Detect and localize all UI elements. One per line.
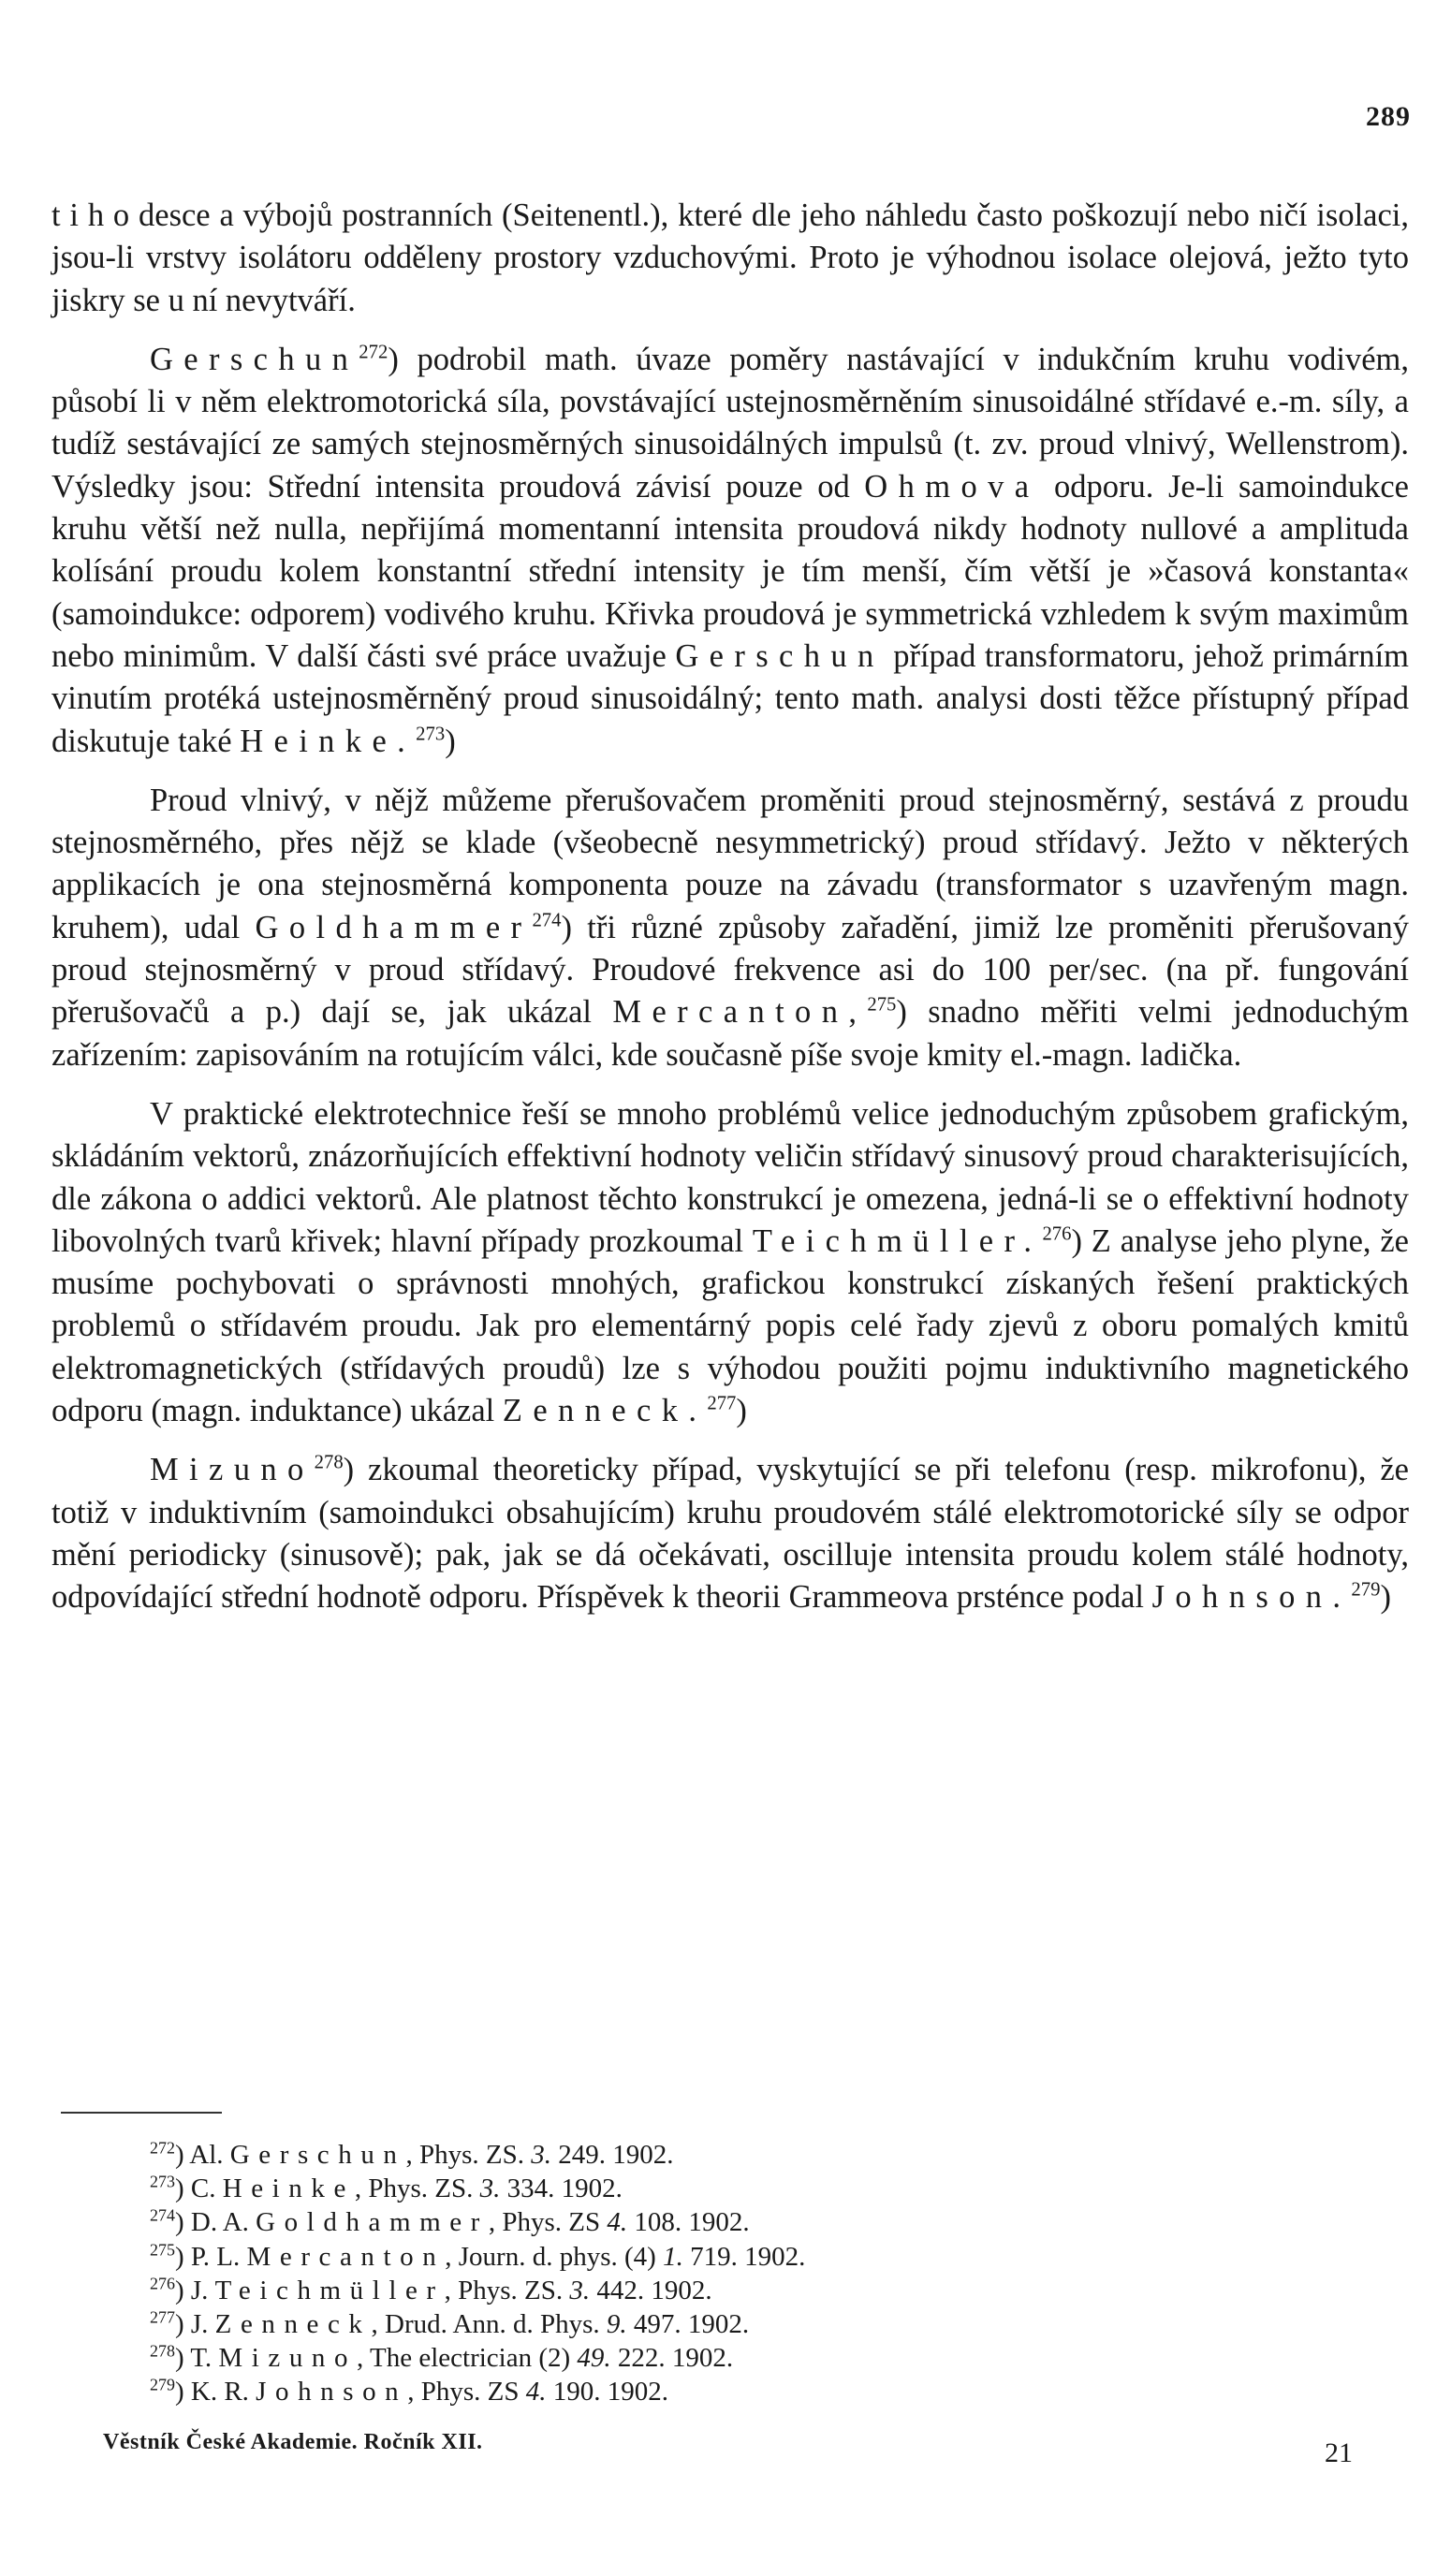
footnote: $^{278}$) T. Mizuno, The electrician (2) 49. 222. 1902.: [150, 2341, 734, 2374]
page-number: 289: [1366, 101, 1411, 132]
paragraph-4: V praktické elektrotechnice řeší se mnoho problémů velice jednoduchým způsobem grafickým, skládáním vektorů, znázorňujících effektivní hodnoty veličin střídavý sinusový proud charakterisujících, dle zákona o addici vektorů. Ale platnost těchto konstrukcí je omezena, jedná-li se o effektivní hodnoty libovolných tvarů křivek; hlavní případy prozkoumal Teichmüller.$^{276}$) Z analyse jeho plyne, že musíme pochybovati o správnosti mnohých, grafickou konstrukcí získaných řešení praktických problemů o střídavém proudu. Jak pro elementárný popis celé řady zjevů z oboru pomalých kmitů elektromagnetických (střídavých proudů) lze s výhodou použiti pojmu induktivního magnetického odporu (magn. induktance) ukázal Zenneck.$^{277}$): [51, 1095, 1409, 1429]
author-name: Gerschun: [675, 637, 885, 674]
footnote: $^{273}$) C. Heinke, Phys. ZS. 3. 334. 1902.: [150, 2172, 623, 2204]
footnote-ref: 277: [707, 1393, 737, 1414]
body-text: [51, 195, 1409, 1636]
footnote: $^{272}$) Al. Gerschun, Phys. ZS. 3. 249. 1902.: [150, 2138, 674, 2170]
footnote-ref: 276: [1042, 1223, 1072, 1245]
paragraph-3: Proud vlnivý, v nějž můžeme přerušovačem proměniti proud stejnosměrný, sestává z proudu stejnosměrného, přes nějž se klade (všeobecně nesymmetrický) proud střídavý. Ježto v některých applikacích je ona stejnosměrná komponenta pouze na závadu (transformator s uzavřeným magn. kruhem), udal Goldhammer$^{274}$) tři různé způsoby zařadění, jimiž lze proměniti přerušovaný proud stejnosměrný v proud střídavý. Proudové frekvence asi do 100 per/sec. (na př. fungování přerušovačů a p.) dají se, jak ukázal Mercanton,$^{275}$) snadno měřiti velmi jednoduchým zařízením: zapisováním na rotujícím válci, kde současně píše svoje kmity el.-magn. ladička.: [51, 782, 1410, 1073]
footnote-ref: 273: [416, 724, 446, 745]
author-name: Mizuno: [150, 1452, 315, 1488]
footnote: $^{274}$) D. A. Goldhammer, Phys. ZS 4. 108. 1902.: [150, 2205, 750, 2238]
author-name: Mercanton,: [612, 994, 868, 1031]
paragraph-5: Mizuno$^{278}$) zkoumal theoreticky případ, vyskytující se při telefonu (resp. mikrofonu), že totiž v induktivním (samoindukci obsahujícím) kruhu proudovém stálé elektromotorické síly se odpor mění periodicky (sinusově); pak, jak se dá očekávati, oscilluje intensita proudu kolem stálé hodnoty, odpovídající střední hodnotě odporu. Příspěvek k theorii Grammeova prsténce podal Johnson.$^{279}$): [51, 1452, 1409, 1616]
footnote-ref: 274: [532, 910, 562, 931]
journal-footer: Věstník České Akademie. Ročník XII.: [103, 2430, 483, 2454]
author-name: Johnson.: [1151, 1579, 1352, 1616]
author-name: Goldhammer: [255, 909, 533, 945]
author-name: Zenneck.: [502, 1393, 708, 1429]
footnote: $^{277}$) J. Zenneck, Drud. Ann. d. Phys. 9. 497. 1902.: [150, 2307, 750, 2340]
footnote-divider: [61, 2112, 222, 2114]
signature-mark: 21: [1325, 2437, 1353, 2468]
author-name: Gerschun: [150, 341, 359, 377]
author-name: Heinke.: [240, 723, 417, 759]
footnotes: [150, 2138, 1180, 2409]
footnote: $^{275}$) P. L. Mercanton, Journ. d. phys. (4) 1. 719. 1902.: [150, 2239, 806, 2272]
footnote: $^{279}$) K. R. Johnson, Phys. ZS 4. 190. 1902.: [150, 2375, 668, 2408]
author-name: Teichmüller.: [752, 1222, 1043, 1259]
ohm-name: Ohmova: [864, 468, 1040, 505]
paragraph-1: t i h o desce a výbojů postranních (Seitenentl.), které dle jeho náhledu často poškozují nebo ničí isolaci, jsou-li vrstvy isolátoru odděleny prostory vzduchovými. Proto je výhodnou isolace olejová, ježto tyto jiskry se u ní nevytváří.: [51, 198, 1409, 318]
footnote-ref: 275: [867, 994, 897, 1016]
footnote-ref: 272: [359, 342, 388, 363]
document-page: [51, 0, 1409, 2576]
footnote-ref: 279: [1351, 1579, 1381, 1601]
footnote-ref: 278: [314, 1452, 344, 1473]
footnote: $^{276}$) J. Teichmüller, Phys. ZS. 3. 442. 1902.: [150, 2274, 712, 2305]
paragraph-2: Gerschun$^{272}$) podrobil math. úvaze poměry nastávající v indukčním kruhu vodivém, působí li v něm elektromotorická síla, povstávající ustejnosměrněním sinusoidálné střídavé e.-m. síly, a tudíž sestávající ze samých stejnosměrných sinusoidálných impulsů (t. zv. proud vlnivý, Wellenstrom). Výsledky jsou: Střední intensita proudová závisí pouze od Ohmova odporu. Je-li samoindukce kruhu větší než nulla, nepřijímá momentanní intensita proudová nikdy hodnoty nullové a amplituda kolísání proudu kolem konstantní střední intensity je tím menší, čím větší je »časová konstanta« (samoindukce: odporem) vodivého kruhu. Křivka proudová je symmetrická vzhledem k svým maximům nebo minimům. V další části své práce uvažuje Gerschun případ transformatoru, jehož primárním vinutím protéká ustejnosměrněný proud sinusoidálný; tento math. analysi dosti těžce přístupný případ diskutuje také Heinke.$^{273}$): [51, 341, 1409, 759]
